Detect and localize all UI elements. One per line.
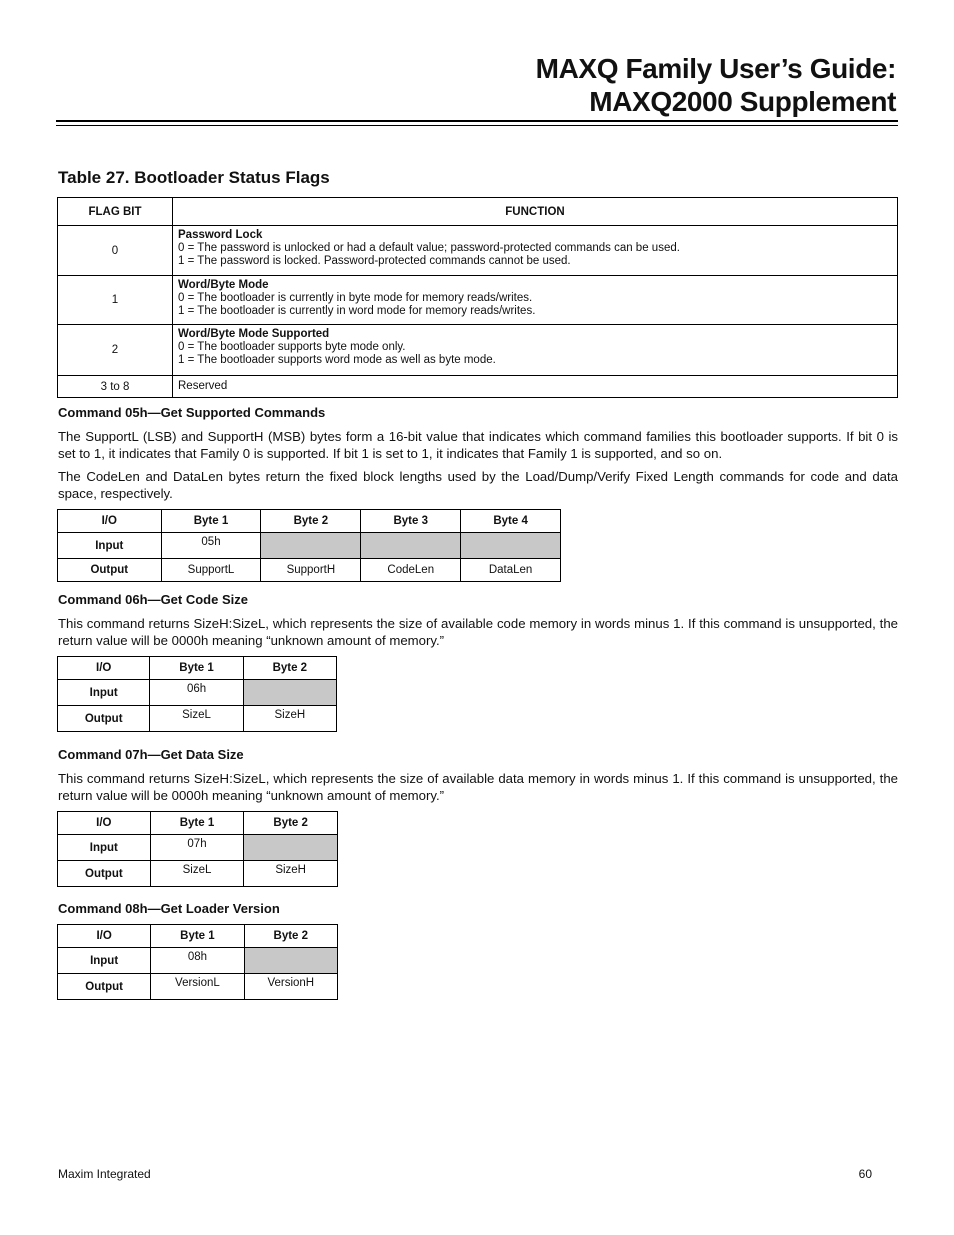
table-row — [58, 559, 561, 582]
byte2-header: Byte 2 — [261, 510, 361, 533]
page-number: 60 — [858, 1167, 872, 1181]
function-cell — [173, 276, 898, 325]
input-byte1: 08h — [151, 948, 244, 974]
cmd07-io-table — [57, 811, 338, 887]
table-header-row — [58, 657, 337, 680]
io-header: I/O — [58, 657, 150, 680]
function-cell — [173, 325, 898, 376]
flag-desc-1: 1 = The bootloader supports word mode as well as byte mode. — [178, 354, 496, 366]
unused-cell — [361, 533, 461, 559]
cmd05-io-table — [57, 509, 561, 582]
flag-name: Word/Byte Mode Supported — [178, 328, 330, 340]
flag-desc-0: 0 = The bootloader supports byte mode only. — [178, 341, 406, 353]
table-row — [58, 861, 338, 887]
cmd05-paragraph-1: The SupportL (LSB) and SupportH (MSB) bytes form a 16-bit value that indicates which command families this bootloader supports. If bit 0 is set to 1, it indicates that Family 0 is supported. If bit 1 is set to 1, it indicates that Family 1 is supported, and so on. — [58, 429, 898, 461]
input-label: Input — [58, 680, 150, 706]
bootloader-status-flags-table — [57, 197, 898, 398]
flag-name: Password Lock — [178, 229, 263, 241]
table-header-row — [58, 198, 898, 226]
byte3-header: Byte 3 — [361, 510, 461, 533]
flag-bit-cell: 1 — [58, 276, 173, 325]
byte4-header: Byte 4 — [461, 510, 561, 533]
table-header-row — [58, 510, 561, 533]
title-line-2: MAXQ2000 Supplement — [589, 86, 896, 117]
unused-cell — [261, 533, 361, 559]
table-row — [58, 706, 337, 732]
function-cell — [173, 226, 898, 276]
byte1-header: Byte 1 — [150, 657, 243, 680]
flag-desc-0: 0 = The bootloader is currently in byte mode for memory reads/writes. — [178, 292, 533, 304]
table-row — [58, 325, 898, 376]
input-label: Input — [58, 533, 162, 559]
output-label: Output — [58, 706, 150, 732]
output-label: Output — [58, 974, 151, 1000]
output-byte1: SizeL — [150, 706, 243, 732]
byte1-header: Byte 1 — [151, 925, 244, 948]
output-label: Output — [58, 559, 162, 582]
flag-bit-cell: 2 — [58, 325, 173, 376]
table-row — [58, 226, 898, 276]
table-row — [58, 948, 338, 974]
output-byte1: VersionL — [151, 974, 244, 1000]
unused-cell — [461, 533, 561, 559]
byte2-header: Byte 2 — [244, 925, 337, 948]
header-rule-thin — [56, 125, 898, 126]
flag-desc-1: 1 = The password is locked. Password-protected commands cannot be used. — [178, 255, 571, 267]
flag-desc-0: 0 = The password is unlocked or had a default value; password-protected commands can be used. — [178, 242, 680, 254]
table-row — [58, 680, 337, 706]
cmd06-paragraph: This command returns SizeH:SizeL, which represents the size of available code memory in words minus 1. If this command is unsupported, the return value will be 0000h meaning “unknown amount of memory.” — [58, 616, 898, 648]
table-row — [58, 835, 338, 861]
input-label: Input — [58, 835, 151, 861]
output-label: Output — [58, 861, 151, 887]
input-byte1: 07h — [150, 835, 244, 861]
table-header-row — [58, 925, 338, 948]
cmd05-heading: Command 05h—Get Supported Commands — [58, 405, 326, 420]
output-byte4: DataLen — [461, 559, 561, 582]
cmd08-heading: Command 08h—Get Loader Version — [58, 901, 280, 916]
byte1-header: Byte 1 — [161, 510, 261, 533]
table-row — [58, 974, 338, 1000]
output-byte2: SizeH — [243, 706, 336, 732]
table-header-row — [58, 812, 338, 835]
cmd07-paragraph: This command returns SizeH:SizeL, which represents the size of available data memory in words minus 1. If this command is unsupported, the return value will be 0000h meaning “unknown amount of memory.” — [58, 771, 898, 803]
output-byte2: SizeH — [244, 861, 338, 887]
cmd06-io-table — [57, 656, 337, 732]
output-byte2: SupportH — [261, 559, 361, 582]
document-title — [536, 52, 896, 118]
flag-bit-cell: 0 — [58, 226, 173, 276]
unused-cell — [244, 948, 337, 974]
byte1-header: Byte 1 — [150, 812, 244, 835]
byte2-header: Byte 2 — [244, 812, 338, 835]
unused-cell — [243, 680, 336, 706]
flag-bit-header: FLAG BIT — [58, 198, 173, 226]
flag-bit-cell: 3 to 8 — [58, 376, 173, 398]
table-row — [58, 376, 898, 398]
output-byte3: CodeLen — [361, 559, 461, 582]
input-byte1: 05h — [161, 533, 261, 559]
io-header: I/O — [58, 812, 151, 835]
flag-desc-1: 1 = The bootloader is currently in word mode for memory reads/writes. — [178, 305, 536, 317]
io-header: I/O — [58, 925, 151, 948]
unused-cell — [244, 835, 338, 861]
footer-company: Maxim Integrated — [58, 1167, 151, 1181]
io-header: I/O — [58, 510, 162, 533]
flag-name: Word/Byte Mode — [178, 279, 269, 291]
input-label: Input — [58, 948, 151, 974]
cmd05-paragraph-2: The CodeLen and DataLen bytes return the fixed block lengths used by the Load/Dump/Verify Fixed Length commands for code and data space, respectively. — [58, 469, 898, 501]
byte2-header: Byte 2 — [243, 657, 336, 680]
function-header: FUNCTION — [173, 198, 898, 226]
output-byte1: SupportL — [161, 559, 261, 582]
table-27-title: Table 27. Bootloader Status Flags — [58, 168, 330, 187]
header-rule-thick — [56, 120, 898, 122]
table-row — [58, 276, 898, 325]
cmd08-io-table — [57, 924, 338, 1000]
input-byte1: 06h — [150, 680, 243, 706]
function-cell: Reserved — [173, 376, 898, 398]
output-byte1: SizeL — [150, 861, 244, 887]
table-row — [58, 533, 561, 559]
title-line-1: MAXQ Family User’s Guide: — [535, 53, 896, 84]
cmd07-heading: Command 07h—Get Data Size — [58, 747, 244, 762]
cmd06-heading: Command 06h—Get Code Size — [58, 592, 248, 607]
output-byte2: VersionH — [244, 974, 337, 1000]
